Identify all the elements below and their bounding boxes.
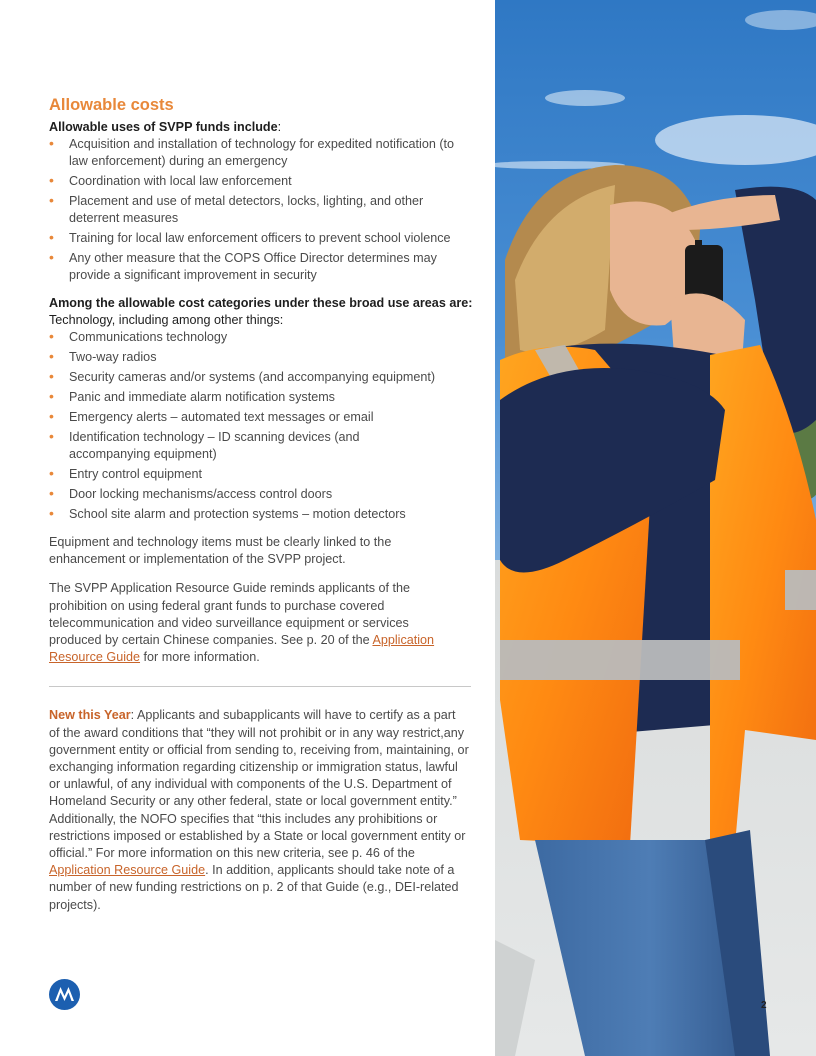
list-item-text: Two-way radios xyxy=(69,350,157,364)
list-item xyxy=(49,173,474,190)
allowable-uses-list xyxy=(49,136,474,284)
list-item xyxy=(49,466,474,483)
list-item xyxy=(49,486,474,503)
spacer xyxy=(49,568,474,580)
technology-intro: Technology, including among other things: xyxy=(49,313,284,327)
list-item-text: Training for local law enforcement officers to prevent school violence xyxy=(69,231,451,245)
new-this-year-label: New this Year xyxy=(49,708,131,723)
list-item-text: Any other measure that the COPS Office Director determines may provide a significant improvement in security xyxy=(69,251,437,282)
bullet-icon: • xyxy=(49,465,54,481)
application-resource-guide-link[interactable]: Application Resource Guide xyxy=(49,633,435,665)
application-resource-guide-link-2[interactable]: Application Resource Guide xyxy=(49,863,206,878)
motorola-m-icon xyxy=(49,979,80,1010)
hero-photo xyxy=(495,0,816,1056)
list-item-text: Door locking mechanisms/access control doors xyxy=(69,487,333,501)
list-item xyxy=(49,506,474,523)
list-item xyxy=(49,230,474,247)
bullet-icon: • xyxy=(49,388,54,404)
uses-heading-text: Allowable uses of SVPP funds include xyxy=(49,120,278,134)
bullet-icon: • xyxy=(49,505,54,521)
list-item xyxy=(49,409,474,426)
list-item-text: Coordination with local law enforcement xyxy=(69,174,292,188)
technology-list xyxy=(49,329,474,523)
list-item-text: Panic and immediate alarm notification systems xyxy=(69,390,335,404)
bullet-icon: • xyxy=(49,328,54,344)
list-item xyxy=(49,369,474,386)
list-item xyxy=(49,193,474,227)
spacer xyxy=(49,287,474,295)
section-title: Allowable costs xyxy=(49,96,174,114)
new-this-year-text: : Applicants and subapplicants will have to certify as a part of the award conditions that “they will not prohibit or in any way restrict,any government entity or official from sending to, receiving from, maintaining, or exchanging information regarding citizenship or immigration status, lawful or unlawful, of any individual with components of the U.S. Department of Homeland Security or any other federal, state or local government entity.” Additionally, the NOFO specifies that “this includes any prohibitions or restrictions imposed or established by a State or local government entity or official.” For more information on this new criteria, see p. 46 of the xyxy=(49,708,469,861)
bullet-icon: • xyxy=(49,408,54,424)
spacer xyxy=(49,526,474,534)
page-number: 2 xyxy=(761,1000,767,1011)
bullet-icon: • xyxy=(49,192,54,208)
bullet-icon: • xyxy=(49,368,54,384)
guide-note-text: The SVPP Application Resource Guide reminds applicants of the prohibition on using federal grant funds to purchase covered telecommunication and video surveillance equipment or services produced by certain Chinese companies. See p. 20 of the xyxy=(49,581,410,648)
list-item-text: Emergency alerts – automated text messages or email xyxy=(69,410,374,424)
categories-heading: Among the allowable cost categories under these broad use areas are: xyxy=(49,296,473,310)
list-item-text: Placement and use of metal detectors, locks, lighting, and other deterrent measures xyxy=(69,194,424,225)
list-item xyxy=(49,429,379,463)
bullet-icon: • xyxy=(49,229,54,245)
new-this-year-text-end: . In addition, applicants should take note of a number of new funding restrictions on p. 2 of that Guide (e.g., DEI-related projects). xyxy=(49,863,459,912)
section-divider xyxy=(49,686,471,687)
bullet-icon: • xyxy=(49,249,54,265)
guide-note-text-end: for more information. xyxy=(140,650,260,665)
list-item-text: Entry control equipment xyxy=(69,467,203,481)
bullet-icon: • xyxy=(49,485,54,501)
motorola-logo-icon xyxy=(49,979,80,1010)
list-item xyxy=(49,136,474,170)
uses-heading xyxy=(49,119,474,136)
equipment-note: Equipment and technology items must be clearly linked to the enhancement or implementation of the SVPP project. xyxy=(49,535,392,567)
list-item-text: Communications technology xyxy=(69,330,228,344)
bullet-icon: • xyxy=(49,172,54,188)
list-item xyxy=(49,349,474,366)
list-item-text: Identification technology – ID scanning devices (and accompanying equipment) xyxy=(69,430,360,461)
list-item-text: Security cameras and/or systems (and accompanying equipment) xyxy=(69,370,436,384)
photo-illustration xyxy=(495,0,816,1056)
list-item xyxy=(49,250,474,284)
bullet-icon: • xyxy=(49,428,54,444)
list-item xyxy=(49,389,474,406)
bullet-icon: • xyxy=(49,348,54,364)
uses-heading-colon: : xyxy=(277,120,282,134)
list-item-text: School site alarm and protection systems – motion detectors xyxy=(69,507,406,521)
bullet-icon: • xyxy=(49,135,54,151)
new-this-year-paragraph xyxy=(49,707,469,913)
text-column xyxy=(49,95,474,914)
list-item-text: Acquisition and installation of technology for expedited notification (to law enforcement) during an emergency xyxy=(69,137,455,168)
list-item xyxy=(49,329,474,346)
guide-note xyxy=(49,580,439,666)
